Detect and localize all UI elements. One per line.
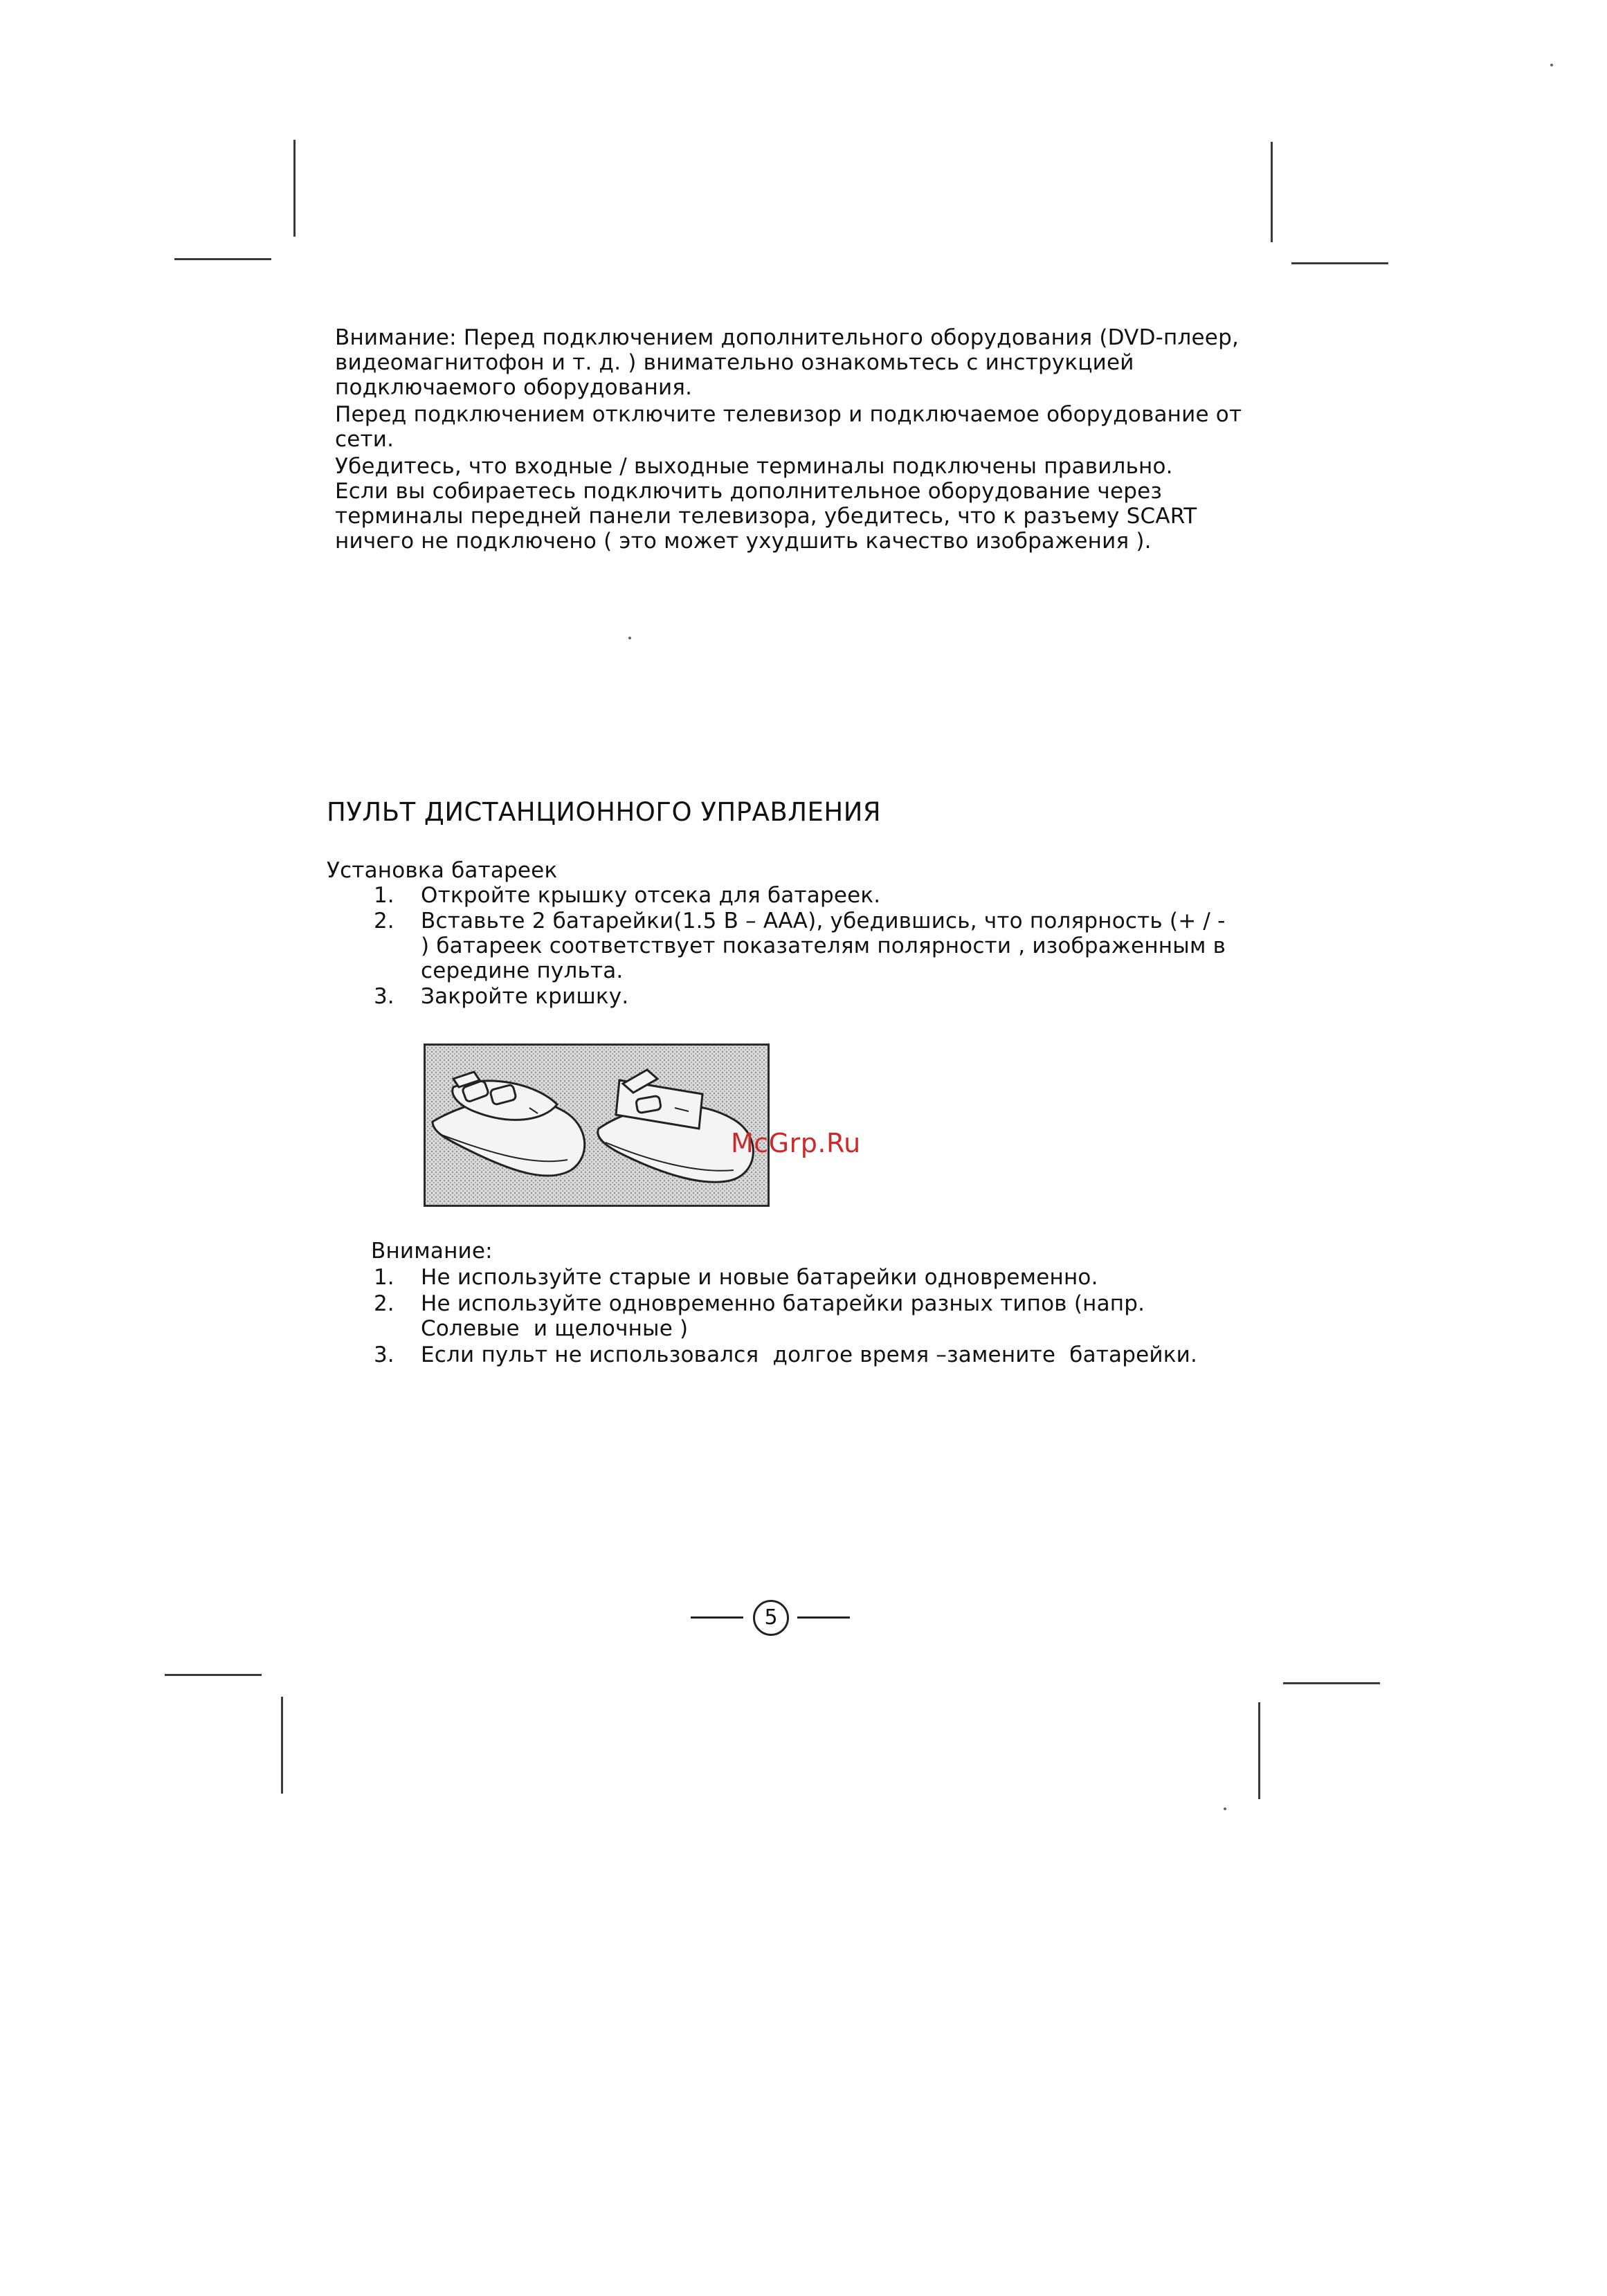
step-text: Откройте крышку отсека для батареек.	[421, 883, 881, 908]
caution-number: 3.	[374, 1342, 394, 1367]
battery-installation-illustration	[424, 1044, 770, 1207]
warning-line: Убедитесь, что входные / выходные терминалы подключены правильно.	[335, 454, 1173, 479]
warning-line: Внимание: Перед подключением дополнительного оборудования (DVD-плеер,	[335, 325, 1240, 350]
crop-mark-top-left-v	[293, 140, 296, 237]
watermark-text: McGrp.Ru	[731, 1128, 861, 1158]
step-number: 3.	[374, 984, 394, 1009]
remote-battery-drawing	[426, 1046, 768, 1205]
step-number: 1.	[374, 883, 394, 908]
crop-mark-top-right-h	[1291, 262, 1388, 264]
step-text: Закройте кришку.	[421, 984, 629, 1009]
step-text: ) батареек соответствует показателям полярности , изображенным в	[421, 933, 1226, 958]
page-number: 5	[753, 1600, 789, 1636]
step-number: 2.	[374, 909, 394, 933]
caution-number: 2.	[374, 1291, 394, 1316]
section-title: ПУЛЬТ ДИСТАНЦИОННОГО УПРАВЛЕНИЯ	[327, 797, 882, 827]
page-number-left-dash	[691, 1616, 743, 1619]
warning-line: терминалы передней панели телевизора, убедитесь, что к разъему SCART	[335, 504, 1197, 529]
crop-mark-bottom-right-v	[1258, 1702, 1260, 1799]
step-text: Вставьте 2 батарейки(1.5 В – ААА), убедившись, что полярность (+ / -	[421, 909, 1226, 933]
caution-text: Не используйте старые и новые батарейки одновременно.	[421, 1265, 1098, 1290]
warning-line: Если вы собираетесь подключить дополнительное оборудование через	[335, 479, 1163, 504]
crop-mark-bottom-left-v	[281, 1697, 283, 1794]
caution-text: Если пульт не использовался долгое время –замените батарейки.	[421, 1342, 1198, 1367]
crop-mark-top-left-h	[174, 258, 271, 260]
warning-line: Перед подключением отключите телевизор и подключаемое оборудование от	[335, 402, 1242, 427]
caution-text: Не используйте одновременно батарейки разных типов (напр.	[421, 1291, 1145, 1316]
caution-title: Внимание:	[371, 1239, 493, 1264]
crop-mark-top-right-v	[1271, 142, 1273, 242]
caution-text: Солевые и щелочные )	[421, 1316, 689, 1341]
warning-line: ничего не подключено ( это может ухудшить качество изображения ).	[335, 529, 1152, 554]
warning-line: подключаемого оборудования.	[335, 375, 693, 400]
scan-speck	[1224, 1807, 1226, 1810]
scan-speck	[1550, 64, 1553, 66]
caution-number: 1.	[374, 1265, 394, 1290]
step-text: середине пульта.	[421, 958, 624, 983]
crop-mark-bottom-right-h	[1283, 1682, 1380, 1684]
crop-mark-bottom-left-h	[165, 1674, 262, 1676]
warning-line: сети.	[335, 427, 394, 452]
page-number-right-dash	[797, 1616, 850, 1619]
scan-speck	[628, 637, 631, 639]
section-subtitle: Установка батареек	[327, 858, 558, 883]
warning-line: видеомагнитофон и т. д. ) внимательно ознакомьтесь с инструкцией	[335, 350, 1134, 375]
